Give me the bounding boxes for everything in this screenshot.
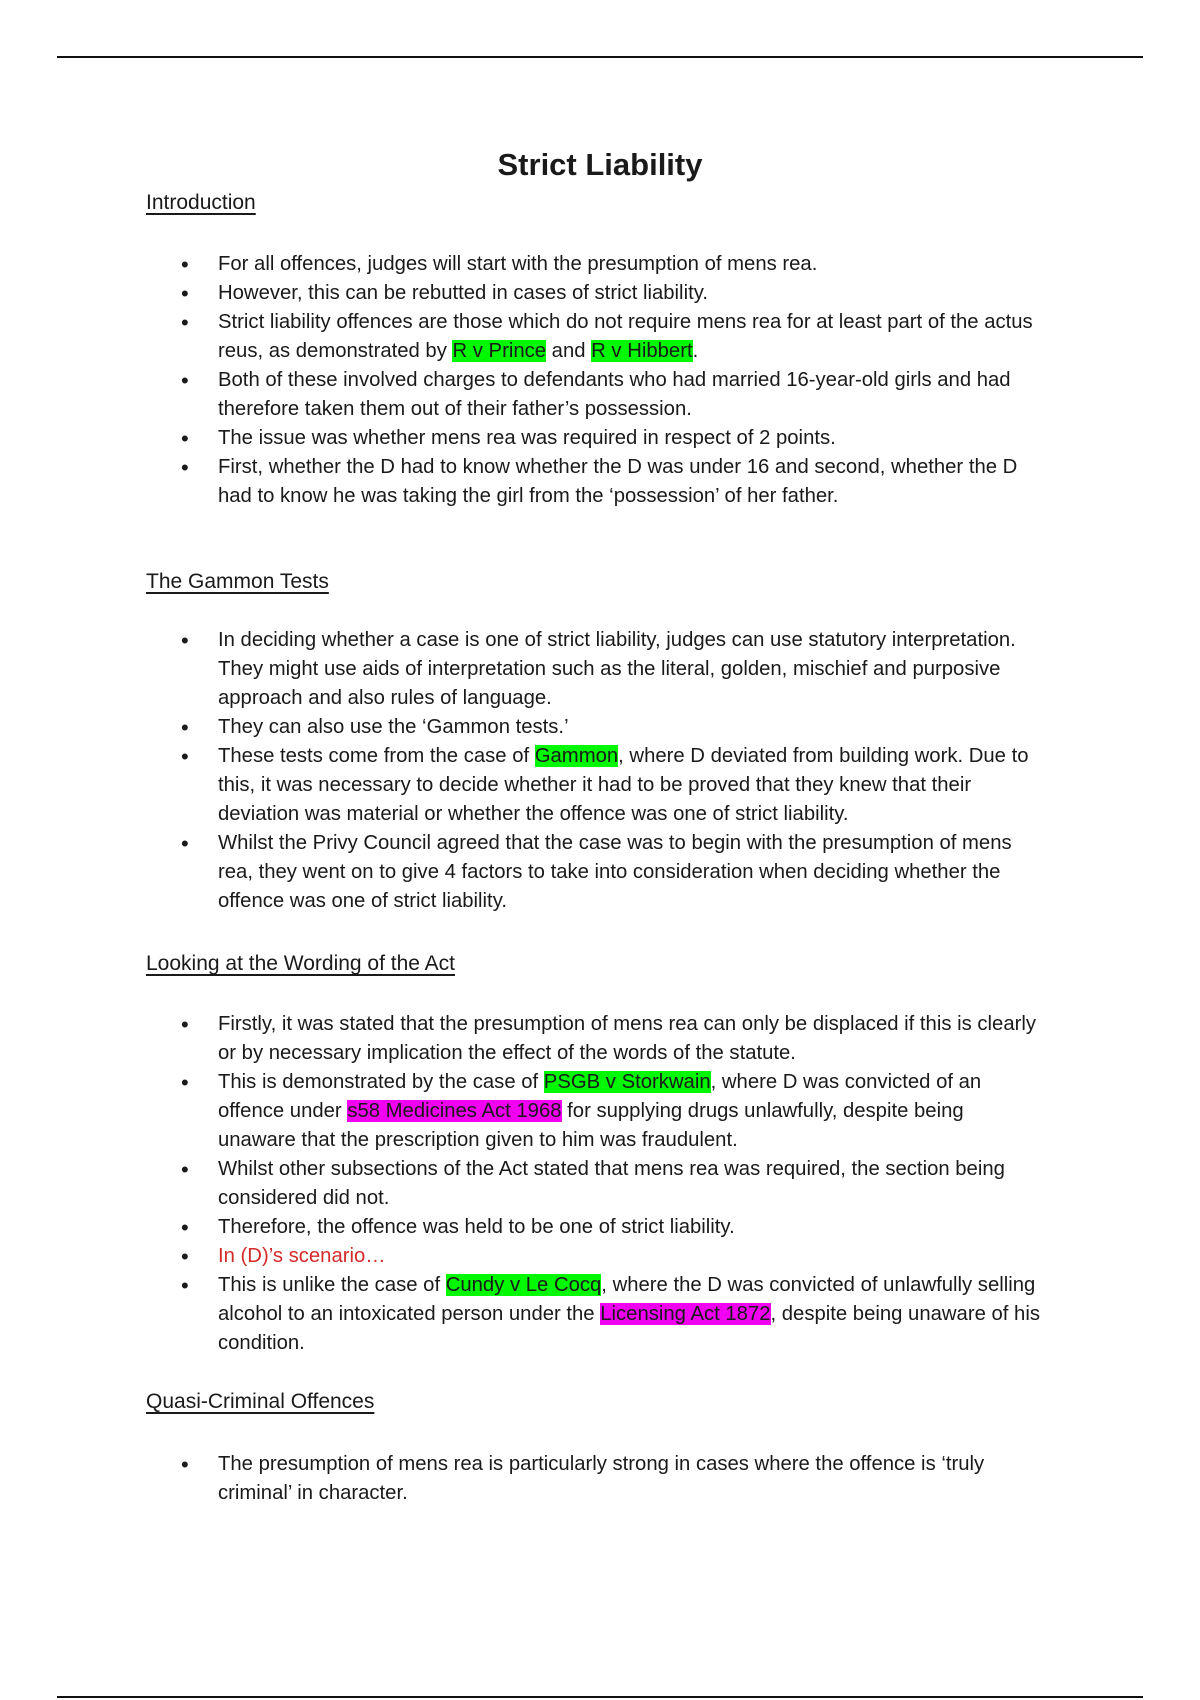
statute-highlight: s58 Medicines Act 1968 <box>347 1100 562 1122</box>
scenario-note: In (D)’s scenario… <box>218 1245 386 1267</box>
bullet-item <box>146 626 1046 713</box>
bullet-item <box>146 308 1046 366</box>
bullet-item <box>146 366 1046 424</box>
bullet-item <box>146 1010 1046 1068</box>
case-name-highlight: Gammon <box>534 745 619 767</box>
bullet-text: Strict liability offences are those which do not require mens rea for at least part of the actus reus, as demonstrated by <box>218 311 1033 362</box>
section-heading: The Gammon Tests <box>146 570 329 593</box>
bottom-rule <box>57 1696 1143 1698</box>
bullet-text: . <box>692 340 699 362</box>
bullet-text: This is demonstrated by the case of <box>218 1071 544 1093</box>
bullet-item <box>146 424 1046 453</box>
bullet-list <box>146 1450 1046 1508</box>
bullet-item <box>146 1242 1046 1271</box>
bullet-item <box>146 1271 1046 1358</box>
bullet-text: , where D deviated from building work. Due to this, it was necessary to decide whether it had to be proved that they knew that their deviation was material or whether the offence was one of strict liability. <box>218 745 1029 825</box>
bullet-item <box>146 713 1046 742</box>
bullet-text: , despite being unaware of his condition. <box>218 1303 1040 1354</box>
bullet-item <box>146 1213 1046 1242</box>
section-gammon-tests <box>146 568 1046 916</box>
bullet-text: Firstly, it was stated that the presumption of mens rea can only be displaced if this is clearly or by necessary implication the effect of the words of the statute. <box>218 1013 1037 1064</box>
bullet-text: and <box>546 340 592 362</box>
bullet-item <box>146 829 1046 916</box>
bullet-text: Whilst the Privy Council agreed that the case was to begin with the presumption of mens rea, they went on to give 4 factors to take into consideration when deciding whether the offence was one of strict liability. <box>218 832 1012 912</box>
bullet-list <box>146 250 1046 511</box>
bullet-item <box>146 279 1046 308</box>
document-page <box>146 145 1046 1508</box>
section-heading: Looking at the Wording of the Act <box>146 952 455 975</box>
top-rule <box>57 56 1143 58</box>
bullet-text: Therefore, the offence was held to be one of strict liability. <box>218 1216 735 1238</box>
bullet-item <box>146 742 1046 829</box>
bullet-list <box>146 626 1046 916</box>
case-name-highlight: Cundy v Le Cocq <box>445 1274 602 1296</box>
bullet-text: Whilst other subsections of the Act stated that mens rea was required, the section being considered did not. <box>218 1158 1005 1209</box>
bullet-text: The issue was whether mens rea was required in respect of 2 points. <box>218 427 836 449</box>
bullet-text: They can also use the ‘Gammon tests.’ <box>218 716 569 738</box>
bullet-text: , where the D was convicted of unlawfully selling alcohol to an intoxicated person under the <box>218 1274 1036 1325</box>
bullet-text: for supplying drugs unlawfully, despite being unaware that the prescription given to him was fraudulent. <box>218 1100 964 1151</box>
bullet-text: , where D was convicted of an offence under <box>218 1071 982 1122</box>
bullet-item <box>146 1155 1046 1213</box>
bullet-item <box>146 1068 1046 1155</box>
bullet-item <box>146 1450 1046 1508</box>
bullet-text: For all offences, judges will start with the presumption of mens rea. <box>218 253 818 275</box>
case-name-highlight: R v Prince <box>452 340 547 362</box>
bullet-list <box>146 1010 1046 1358</box>
document-title: Strict Liability <box>497 147 703 182</box>
statute-highlight: Licensing Act 1872 <box>600 1303 771 1325</box>
case-name-highlight: R v Hibbert <box>591 340 693 362</box>
bullet-item <box>146 250 1046 279</box>
bullet-text: First, whether the D had to know whether the D was under 16 and second, whether the D had to know he was taking the girl from the ‘possession’ of her father. <box>218 456 1018 507</box>
bullet-item <box>146 453 1046 511</box>
section-quasi-criminal <box>146 1388 1046 1508</box>
section-introduction <box>146 189 1046 511</box>
section-heading: Introduction <box>146 191 256 214</box>
bullet-text: This is unlike the case of <box>218 1274 446 1296</box>
bullet-text: Both of these involved charges to defendants who had married 16-year-old girls and had therefore taken them out of their father’s possession. <box>218 369 1011 420</box>
section-wording-of-act <box>146 950 1046 1358</box>
bullet-text: In deciding whether a case is one of strict liability, judges can use statutory interpretation. They might use aids of interpretation such as the literal, golden, mischief and purposive approach and also rules of language. <box>218 629 1016 709</box>
case-name-highlight: PSGB v Storkwain <box>543 1071 711 1093</box>
bullet-text: The presumption of mens rea is particularly strong in cases where the offence is ‘truly criminal’ in character. <box>218 1453 985 1504</box>
bullet-text: However, this can be rebutted in cases of strict liability. <box>218 282 708 304</box>
bullet-text: These tests come from the case of <box>218 745 535 767</box>
section-heading: Quasi-Criminal Offences <box>146 1390 375 1413</box>
